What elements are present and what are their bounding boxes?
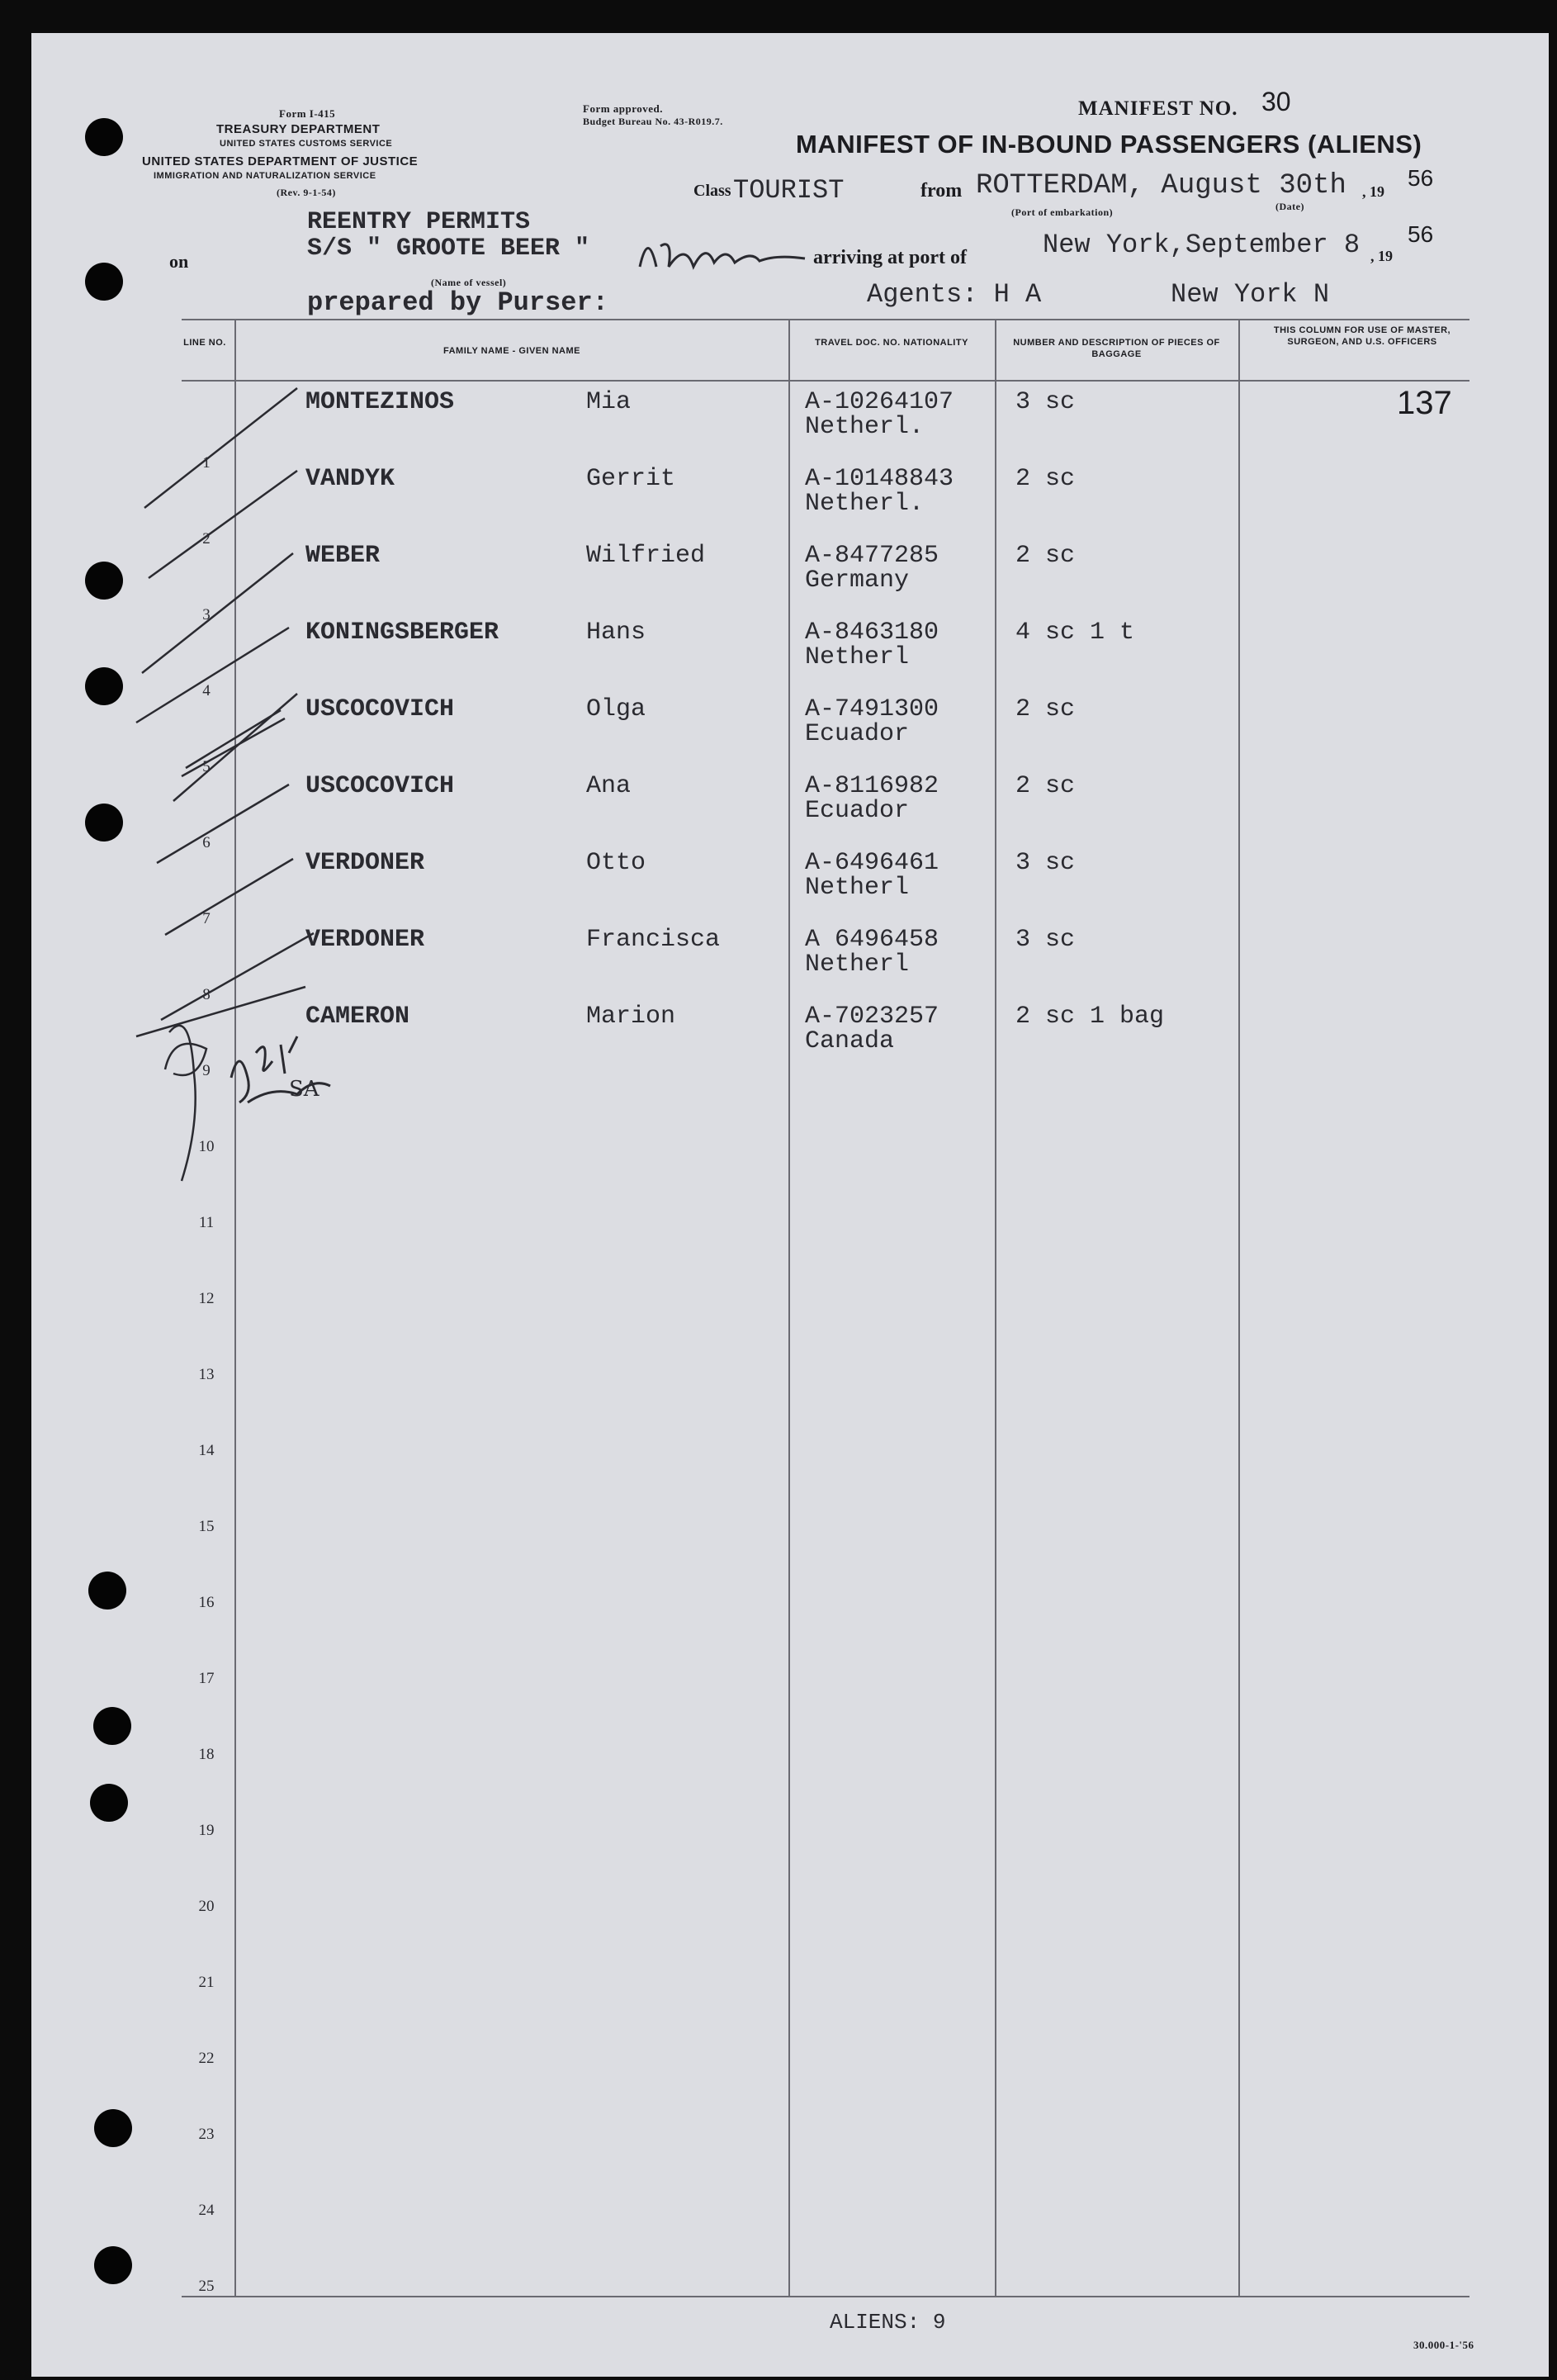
line-number: 14 xyxy=(198,1442,215,1459)
nationality: Germany xyxy=(805,567,910,595)
line-number: 11 xyxy=(198,1214,215,1231)
baggage-description: 3 sc xyxy=(1015,926,1076,954)
signature xyxy=(223,1028,363,1119)
header-line-no: LINE NO. xyxy=(183,338,226,348)
baggage-description: 4 sc 1 t xyxy=(1015,619,1135,647)
vessel-name: S/S " GROOTE BEER " xyxy=(307,235,590,263)
punch-hole xyxy=(85,263,123,301)
line-number: 19 xyxy=(198,1822,215,1839)
travel-doc-number: A-10148843 xyxy=(805,465,954,493)
line-number: 7 xyxy=(202,910,211,927)
header-name: FAMILY NAME - GIVEN NAME xyxy=(442,346,581,356)
nationality: Netherl. xyxy=(805,413,925,441)
line-number: 16 xyxy=(198,1594,215,1611)
given-name: Francisca xyxy=(586,926,721,954)
punch-hole xyxy=(94,2246,132,2284)
nationality: Netherl. xyxy=(805,490,925,518)
baggage-description: 3 sc xyxy=(1015,388,1076,416)
travel-doc-number: A-8477285 xyxy=(805,542,939,570)
line-number: 3 xyxy=(202,606,211,623)
budget-bureau: Budget Bureau No. 43-R019.7. xyxy=(583,116,723,127)
line-number: 4 xyxy=(202,682,211,699)
ins-service: IMMIGRATION AND NATURALIZATION SERVICE xyxy=(154,171,376,181)
nationality: Netherl xyxy=(805,874,910,902)
travel-doc-number: A-7491300 xyxy=(805,695,939,723)
nationality: Netherl xyxy=(805,951,910,979)
table-bottom-rule xyxy=(182,2296,1469,2297)
given-name: Olga xyxy=(586,695,646,723)
year-value-1: 56 xyxy=(1408,165,1434,191)
punch-hole xyxy=(94,2109,132,2147)
given-name: Gerrit xyxy=(586,465,676,493)
year-prefix-2: , 19 xyxy=(1370,248,1393,264)
class-label: Class xyxy=(693,182,731,200)
family-name: WEBER xyxy=(305,542,381,570)
line-number: 24 xyxy=(198,2202,215,2219)
baggage-description: 2 sc xyxy=(1015,465,1076,493)
col-divider xyxy=(788,319,790,2297)
year-value-2: 56 xyxy=(1408,221,1434,247)
nationality: Canada xyxy=(805,1027,895,1055)
line-number: 1 xyxy=(202,454,211,472)
family-name: KONINGSBERGER xyxy=(305,619,499,647)
line-number: 8 xyxy=(202,986,211,1003)
handwriting-scribble xyxy=(636,221,809,279)
travel-doc-number: A-7023257 xyxy=(805,1003,939,1031)
embarkation-port-date: ROTTERDAM, August 30th xyxy=(976,170,1346,201)
line-number: 21 xyxy=(198,1974,215,1991)
on-label: on xyxy=(169,251,189,272)
header-officers: THIS COLUMN FOR USE OF MASTER, SURGEON, AND U.S. OFFICERS xyxy=(1273,325,1451,347)
given-name: Wilfried xyxy=(586,542,706,570)
punch-hole xyxy=(90,1784,128,1822)
punch-hole xyxy=(85,667,123,705)
travel-doc-number: A-6496461 xyxy=(805,849,939,877)
nationality: Ecuador xyxy=(805,797,910,825)
line-number: 10 xyxy=(198,1138,215,1155)
travel-doc-number: A-8116982 xyxy=(805,772,939,800)
header-travel-doc: TRAVEL DOC. NO. NATIONALITY xyxy=(815,338,968,348)
punch-hole xyxy=(88,1572,126,1610)
justice-dept: UNITED STATES DEPARTMENT OF JUSTICE xyxy=(142,154,419,168)
prepared-by: prepared by Purser: xyxy=(307,287,608,318)
given-name: Marion xyxy=(586,1003,676,1031)
given-name: Ana xyxy=(586,772,632,800)
revision-date: (Rev. 9-1-54) xyxy=(277,187,336,198)
arrival-port-date: New York,September 8 xyxy=(1043,230,1361,260)
line-number: 2 xyxy=(202,530,211,548)
baggage-description: 2 sc 1 bag xyxy=(1015,1003,1165,1031)
punch-hole xyxy=(93,1707,131,1745)
vessel-caption: (Name of vessel) xyxy=(431,277,507,288)
table-top-rule xyxy=(182,319,1469,320)
given-name: Mia xyxy=(586,388,632,416)
col-divider xyxy=(1238,319,1240,2297)
ink-stamp-number: 137 xyxy=(1397,385,1452,421)
given-name: Hans xyxy=(586,619,646,647)
nationality: Ecuador xyxy=(805,720,910,748)
agents: Agents: H A xyxy=(867,279,1042,310)
punch-hole xyxy=(85,562,123,600)
punch-hole xyxy=(85,118,123,156)
nationality: Netherl xyxy=(805,643,910,671)
line-number: 9 xyxy=(202,1062,211,1079)
line-number: 6 xyxy=(202,834,211,851)
family-name: USCOCOVICH xyxy=(305,695,455,723)
line-number: 25 xyxy=(198,2278,215,2295)
line-number: 20 xyxy=(198,1898,215,1915)
family-name: MONTEZINOS xyxy=(305,388,455,416)
form-approved: Form approved. xyxy=(583,102,664,115)
manifest-no-label: MANIFEST NO. xyxy=(1078,97,1238,120)
family-name: VERDONER xyxy=(305,849,425,877)
given-name: Otto xyxy=(586,849,646,877)
port-embark-caption: (Port of embarkation) xyxy=(1011,206,1114,218)
baggage-description: 2 sc xyxy=(1015,772,1076,800)
from-label: from xyxy=(920,180,963,201)
form-number: Form I-415 xyxy=(279,107,336,120)
baggage-description: 2 sc xyxy=(1015,695,1076,723)
travel-doc-number: A 6496458 xyxy=(805,926,939,954)
line-number: 23 xyxy=(198,2126,215,2143)
class-value: TOURIST xyxy=(733,175,845,206)
line-number: 18 xyxy=(198,1746,215,1763)
line-number: 5 xyxy=(202,758,211,775)
family-name: VANDYK xyxy=(305,465,395,493)
family-name: CAMERON xyxy=(305,1003,410,1031)
family-name: VERDONER xyxy=(305,926,425,954)
travel-doc-number: A-10264107 xyxy=(805,388,954,416)
col-divider xyxy=(995,319,996,2297)
date-caption: (Date) xyxy=(1275,201,1304,212)
agents-city: New York N xyxy=(1171,279,1330,310)
manifest-no-value: 30 xyxy=(1261,87,1291,116)
travel-doc-number: A-8463180 xyxy=(805,619,939,647)
line-number: 12 xyxy=(198,1290,215,1307)
form-print-code: 30.000-1-'56 xyxy=(1413,2339,1474,2351)
family-name: USCOCOVICH xyxy=(305,772,455,800)
aliens-count: ALIENS: 9 xyxy=(830,2310,946,2335)
treasury-dept: TREASURY DEPARTMENT xyxy=(216,122,381,136)
customs-service: UNITED STATES CUSTOMS SERVICE xyxy=(220,139,393,149)
line-number: 22 xyxy=(198,2050,215,2067)
manifest-title: MANIFEST OF IN-BOUND PASSENGERS (ALIENS) xyxy=(796,130,1422,159)
year-prefix-1: , 19 xyxy=(1362,183,1384,200)
baggage-description: 3 sc xyxy=(1015,849,1076,877)
line-number: 17 xyxy=(198,1670,215,1687)
line-number: 15 xyxy=(198,1518,215,1535)
punch-hole xyxy=(85,804,123,842)
reentry-permits: REENTRY PERMITS xyxy=(307,208,531,236)
baggage-description: 2 sc xyxy=(1015,542,1076,570)
header-bottom-rule xyxy=(182,380,1469,382)
arriving-label: arriving at port of xyxy=(813,247,967,268)
header-baggage: NUMBER AND DESCRIPTION OF PIECES OF BAGGAGE xyxy=(1013,338,1220,359)
signature-initials: SA xyxy=(289,1077,319,1102)
line-number: 13 xyxy=(198,1366,215,1383)
